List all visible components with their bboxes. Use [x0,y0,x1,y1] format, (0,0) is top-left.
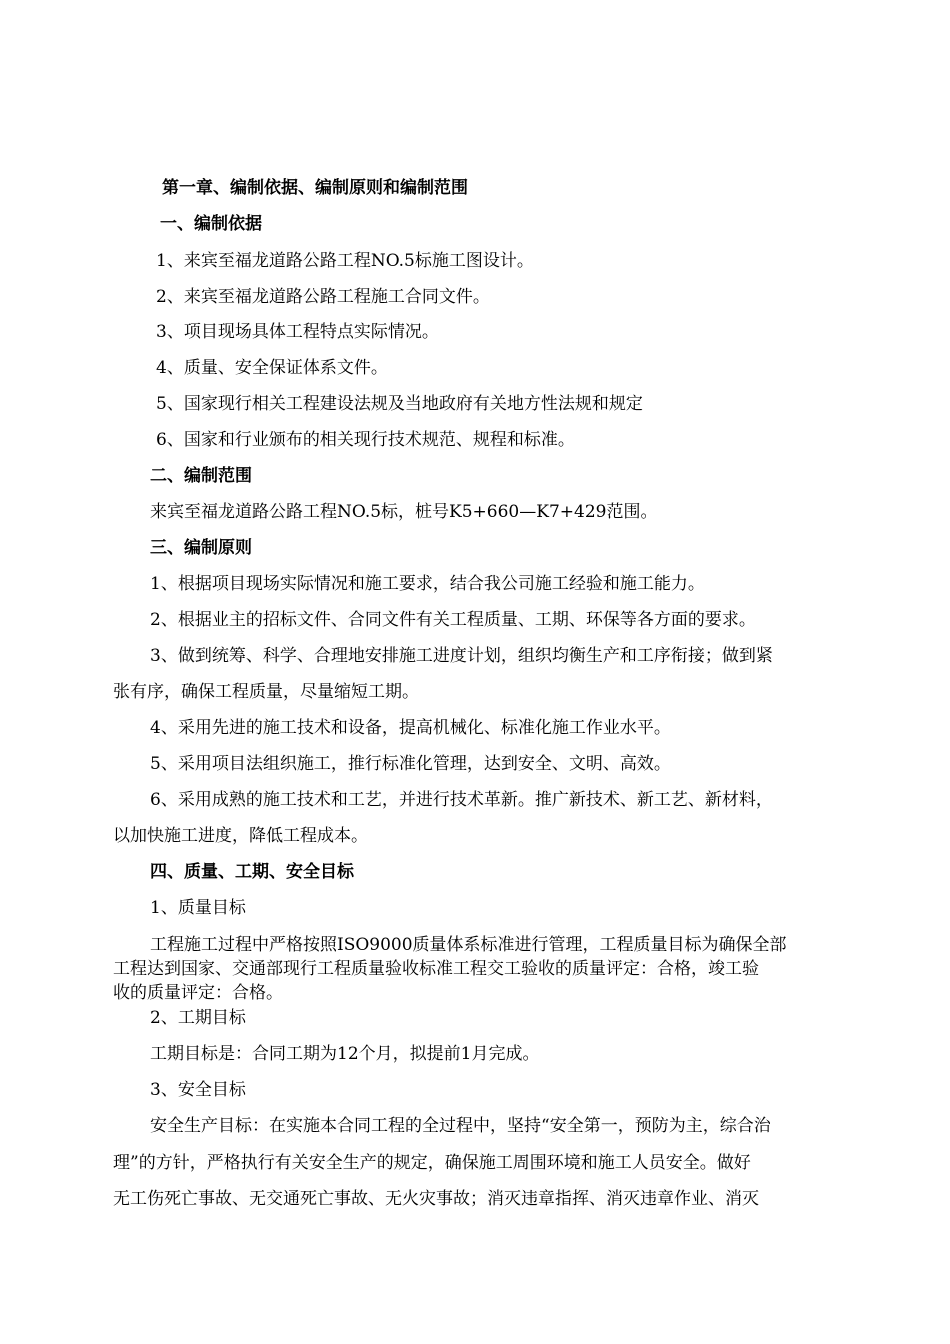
principle-item: 2、根据业主的招标文件、合同文件有关工程质量、工期、环保等各方面的要求。 [150,610,756,630]
basis-item: 3、项目现场具体工程特点实际情况。 [156,322,439,342]
principle-item: 5、采用项目法组织施工，推行标准化管理，达到安全、文明、高效。 [150,754,671,774]
quality-target-line: 工程达到国家、交通部现行工程质量验收标准工程交工验收的质量评定：合格，竣工验 [113,959,759,979]
principle-item: 1、根据项目现场实际情况和施工要求，结合我公司施工经验和施工能力。 [150,574,705,594]
section-heading-scope: 二、编制范围 [150,466,252,486]
safety-target-line: 理”的方针，严格执行有关安全生产的规定，确保施工周围环境和施工人员安全。做好 [113,1153,751,1173]
basis-item: 2、来宾至福龙道路公路工程施工合同文件。 [156,287,490,307]
principle-item-continued: 张有序，确保工程质量，尽量缩短工期。 [113,682,419,702]
basis-item: 4、质量、安全保证体系文件。 [156,358,388,378]
section-heading-targets: 四、质量、工期、安全目标 [150,862,354,882]
basis-item: 6、国家和行业颁布的相关现行技术规范、规程和标准。 [156,430,575,450]
safety-target-line: 无工伤死亡事故、无交通死亡事故、无火灾事故；消灭违章指挥、消灭违章作业、消灭 [113,1189,759,1209]
principle-item: 6、采用成熟的施工技术和工艺，并进行技术革新。推广新技术、新工艺、新材料， [150,790,773,810]
scope-text: 来宾至福龙道路公路工程NO.5标，桩号K5+660—K7+429范围。 [150,502,658,522]
basis-item: 1、来宾至福龙道路公路工程NO.5标施工图设计。 [156,251,534,271]
principle-item-continued: 以加快施工进度，降低工程成本。 [113,826,368,846]
quality-target-line: 收的质量评定：合格。 [113,983,283,1003]
principle-item: 4、采用先进的施工技术和设备，提高机械化、标准化施工作业水平。 [150,718,671,738]
chapter-title: 第一章、编制依据、编制原则和编制范围 [162,178,468,198]
safety-target-title: 3、安全目标 [150,1080,246,1100]
schedule-target-title: 2、工期目标 [150,1008,246,1028]
section-heading-basis: 一、编制依据 [160,214,262,234]
quality-target-line: 工程施工过程中严格按照ISO9000质量体系标准进行管理，工程质量目标为确保全部 [150,935,787,955]
basis-item: 5、国家现行相关工程建设法规及当地政府有关地方性法规和规定 [156,394,643,414]
schedule-target-text: 工期目标是：合同工期为12个月，拟提前1月完成。 [150,1044,540,1064]
principle-item: 3、做到统筹、科学、合理地安排施工进度计划，组织均衡生产和工序衔接；做到紧 [150,646,773,666]
section-heading-principles: 三、编制原则 [150,538,252,558]
quality-target-title: 1、质量目标 [150,898,246,918]
safety-target-line: 安全生产目标：在实施本合同工程的全过程中，坚持“安全第一，预防为主，综合治 [150,1116,771,1136]
